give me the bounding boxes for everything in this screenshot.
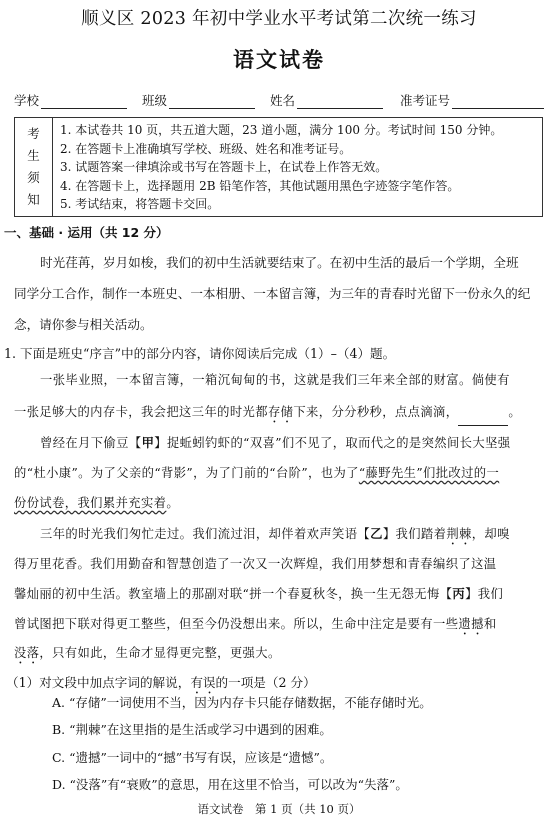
passage-line — [14, 493, 544, 511]
passage-line — [14, 463, 544, 481]
notice-head-char: 须 — [27, 170, 40, 185]
passage-text: ，却嗅 — [471, 527, 510, 541]
question-text: （1）对文段中加点字词的解说， — [6, 675, 191, 690]
section-heading: 一、基础 · 运用（共 12 分） — [4, 225, 169, 240]
passage-text: 三年的时光我们匆忙走过。我们流过泪，却伴着欢声笑语【 — [40, 527, 371, 541]
passage-line: 一张毕业照，一本留言簿，一箱沉甸甸的书，这就是我们三年来全部的财富。倘使有 — [40, 373, 510, 387]
wavy-underlined-sentence: 份份试卷，我们累并充实着 — [14, 496, 167, 510]
candidate-notice-box — [14, 117, 543, 217]
intro-line: 同学分工合作，制作一本班史、一本相册、一本留言簿，为三年的青春时光留下一份永久的纪 — [14, 286, 531, 301]
page-footer: 语文试卷 第 1 页（共 10 页） — [197, 802, 361, 816]
class-field — [142, 91, 255, 109]
passage-text: 曾试图把下联对得更工整些，但至今仍没想出来。所以，生命中注定是要有一些 — [14, 617, 459, 631]
passage-line — [14, 433, 544, 451]
notice-item: 2. 在答题卡上准确填写学校、班级、姓名和准考证号。 — [60, 141, 352, 156]
passage-line — [14, 524, 544, 548]
exam-title: 顺义区 2023 年初中学业水平考试第二次统一练习 — [81, 9, 477, 29]
intro-line: 时光荏苒，岁月如梭，我们的初中生活就要结束了。在初中生活的最后一个学期，全班 — [40, 255, 519, 270]
intro-line: 念，请你参与相关活动。 — [14, 317, 153, 332]
passage-text: 。 — [166, 496, 180, 510]
punctuation-marker-jia: 甲 — [141, 435, 155, 450]
emphasized-word: 有误 — [190, 675, 216, 690]
passage-text: 】我们踏着 — [382, 527, 447, 541]
passage-line — [14, 402, 544, 426]
passage-text: 一张足够大的内存卡，我会把这三年的时光都 — [14, 405, 268, 419]
passage-text: 的“杜小康”。为了父亲的“背影”，为了门前的“台阶”，也为了 — [14, 466, 359, 480]
option-d: D. “没落”有“衰败”的意思，用在这里不恰当，可以改为“失落”。 — [52, 777, 408, 792]
dotted-word-cunchu: 存储 — [267, 405, 294, 419]
passage-text: 下来，分分秒秒，点点滴滴， — [293, 405, 459, 419]
passage-text: 和 — [483, 617, 497, 631]
passage-text: 】我们 — [465, 587, 504, 601]
punctuation-marker-yi: 乙 — [370, 526, 383, 541]
option-c: C. “遗撼”一词中的“撼”书写有误，应该是“遗憾”。 — [52, 750, 333, 765]
name-field — [270, 91, 383, 109]
school-field — [14, 91, 127, 109]
fill-in-blank — [458, 413, 508, 426]
paper-subtitle: 语文试卷 — [233, 47, 325, 72]
passage-text: 】捉蚯蚓钓虾的“双喜”们不见了，取而代之的是突然间长大坚强 — [154, 436, 511, 450]
dotted-word-jingji: 荆棘 — [446, 527, 472, 541]
notice-head-char: 考 — [27, 126, 40, 141]
dotted-word-yihan: 遗撼 — [458, 617, 484, 631]
notice-list — [60, 121, 502, 214]
exam-number-field — [400, 91, 544, 109]
wavy-underlined-sentence: “藤野先生”们批改过的一 — [358, 466, 500, 480]
punctuation-marker-bing: 丙 — [452, 586, 466, 601]
option-b: B. “荆棘”在这里指的是生活或学习中遇到的困难。 — [52, 722, 332, 737]
class-label: 班级 — [142, 93, 168, 108]
exam-number-blank — [452, 95, 544, 109]
notice-heading — [15, 118, 53, 216]
name-label: 姓名 — [270, 93, 296, 108]
name-blank — [297, 95, 383, 109]
exam-number-label: 准考证号 — [400, 93, 451, 108]
notice-head-char: 知 — [27, 192, 40, 207]
passage-text: ，只有如此，生命才显得更完整，更强大。 — [39, 646, 281, 660]
dotted-word-moluo: 没落 — [14, 646, 40, 660]
option-a: A. “存储”一词使用不当，因为内存卡只能存储数据，不能存储时光。 — [52, 695, 432, 710]
notice-item: 1. 本试卷共 10 页，共五道大题，23 道小题，满分 100 分。考试时间 150 分钟。 — [60, 123, 503, 137]
question-1-stem: 1. 下面是班史“序言”中的部分内容，请你阅读后完成（1）–（4）题。 — [4, 346, 396, 361]
passage-text: 曾经在月下偷豆【 — [40, 436, 142, 450]
passage-line — [14, 643, 544, 667]
passage-text: 。 — [508, 405, 522, 419]
notice-head-char: 生 — [27, 148, 40, 163]
student-info-fields — [14, 91, 544, 109]
notice-item: 4. 在答题卡上，选择题用 2B 铅笔作答，其他试题用黑色字迹签字笔作答。 — [60, 178, 460, 193]
question-text: 的一项是（2 分） — [215, 675, 316, 690]
passage-line — [14, 614, 544, 638]
school-label: 学校 — [14, 93, 40, 108]
school-blank — [41, 95, 127, 109]
notice-item: 5. 考试结束，将答题卡交回。 — [60, 197, 220, 211]
passage-line: 得万里花香。我们用勤奋和智慧创造了一次又一次辉煌，我们用梦想和青春编织了这温 — [14, 557, 497, 571]
passage-text: 馨灿丽的初中生活。教室墙上的那副对联“拼一个春夏秋冬，换一生无怨无悔【 — [14, 587, 453, 601]
class-blank — [169, 95, 255, 109]
notice-item: 3. 试题答案一律填涂或书写在答题卡上，在试卷上作答无效。 — [60, 160, 388, 174]
passage-line — [14, 584, 544, 602]
